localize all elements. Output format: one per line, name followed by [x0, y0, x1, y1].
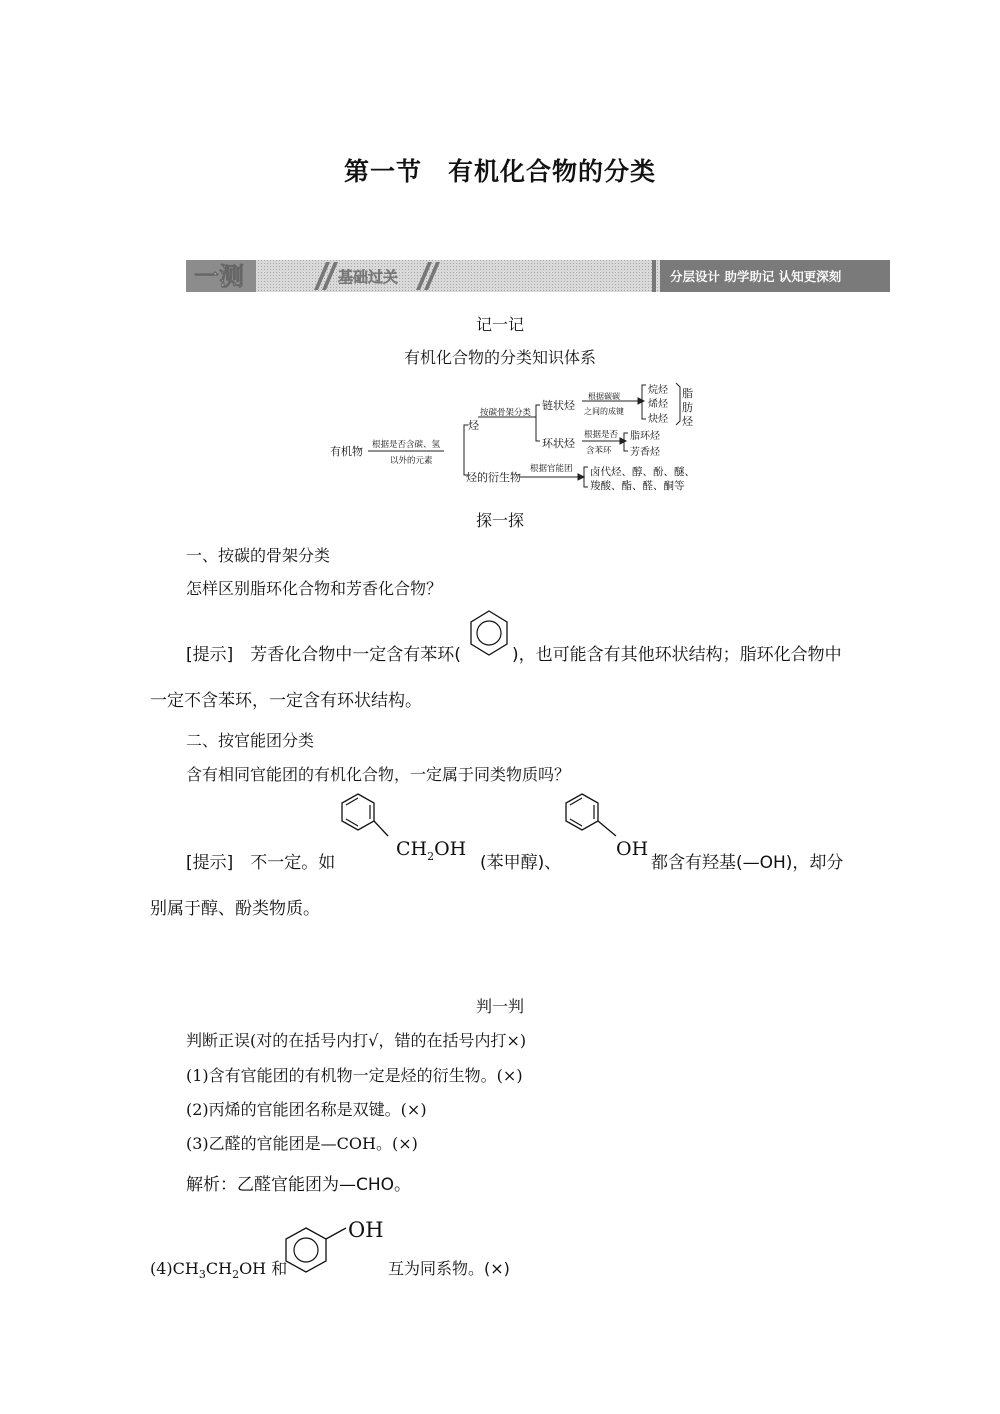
diagram-edge-hydrocarbon: 按碳骨架分类 [480, 408, 532, 418]
q1-hint-part1: [提示] 芳香化合物中一定含有苯环( [186, 645, 461, 665]
q1-question: 怎样区别脂环化合物和芳香化合物？ [186, 579, 443, 598]
page-title: 第一节 有机化合物的分类 [343, 157, 656, 186]
diagram-alkene: 烯烃 [648, 399, 668, 410]
diagram-edge-chain-top: 根据碳碳 [588, 392, 620, 401]
judge-item-4-formula [150, 1256, 287, 1281]
judge-instruction: 判断正误(对的在括号内打√，错的在括号内打×) [186, 1031, 527, 1050]
benzene-ring-icon [466, 608, 512, 658]
banner-label-big: 一测 [194, 262, 245, 291]
section-header-judge: 判一判 [475, 997, 524, 1016]
section-header-explore: 探一探 [475, 511, 524, 530]
diagram-derivative: 烃的衍生物 [466, 471, 521, 484]
q1-heading: 一、按碳的骨架分类 [186, 546, 331, 565]
diagram-edge-derivative: 根据官能团 [530, 464, 573, 474]
diagram-edge-ring-top: 根据是否 [584, 430, 619, 440]
item4-mid: CH [205, 1259, 233, 1278]
item4-prefix: (4)CH [150, 1259, 199, 1278]
q2-hint-part1: [提示] 不一定。如 [186, 853, 336, 873]
diagram-hydrocarbon: 烃 [468, 419, 479, 432]
diagram-root: 有机物 [330, 445, 363, 458]
diagram-edge-chain-bottom: 之间的成键 [584, 407, 624, 416]
diagram-edge-ring-bottom: 含苯环 [586, 446, 612, 456]
section-banner [186, 260, 890, 292]
q2-hint-part2: (苯甲醇)、 [480, 853, 562, 873]
q1-hint-part2: )，也可能含有其他环状结构；脂环化合物中 [512, 645, 842, 665]
benzyl-alcohol-ring-icon [336, 790, 396, 850]
judge-item-1: (1)含有官能团的有机物一定是烃的衍生物。(×) [186, 1066, 523, 1085]
diagram-edge-root-top: 根据是否含碳、氢 [372, 440, 441, 450]
diagram-ring: 环状烃 [542, 437, 575, 450]
diagram-derivative-line2: 羧酸、酯、醛、酮等 [590, 480, 685, 492]
ch2oh-subscript: 2 [427, 849, 435, 863]
diagram-aromatic: 芳香烃 [630, 447, 660, 458]
q2-heading: 二、按官能团分类 [186, 731, 315, 750]
item4-phenol-oh: OH [348, 1218, 384, 1242]
diagram-alicyclic: 脂环烃 [630, 431, 660, 442]
diagram-chain: 链状烃 [542, 399, 575, 412]
q2-hint-part4: 别属于醇、酚类物质。 [150, 899, 320, 919]
diagram-aliphatic-3: 烃 [682, 415, 693, 428]
diagram-aliphatic-2: 肪 [682, 401, 693, 414]
diagram-alkane: 烷烃 [648, 385, 668, 396]
diagram-aliphatic-1: 脂 [682, 387, 693, 400]
banner-label-right: 分层设计 助学助记 认知更深刻 [670, 269, 842, 284]
phenol-oh: OH [616, 838, 649, 860]
q2-hint-part3: 都含有羟基(—OH)，却分 [651, 853, 844, 873]
q1-hint-part3: 一定不含苯环，一定含有环状结构。 [150, 691, 422, 711]
q2-question: 含有相同官能团的有机化合物，一定属于同类物质吗？ [186, 765, 571, 784]
item4-sub1: 3 [198, 1268, 206, 1282]
diagram-edge-root-bottom: 以外的元素 [390, 456, 433, 466]
banner-label-mid: 基础过关 [338, 268, 399, 286]
judge-item-4-tail: 互为同系物。(×) [388, 1259, 510, 1278]
diagram-derivative-line1: 卤代烃、醇、酚、醚、 [590, 466, 695, 478]
section-header-remember: 记一记 [475, 315, 524, 334]
item4-suffix: OH 和 [239, 1259, 288, 1278]
judge-analysis: 解析：乙醛官能团为—CHO。 [186, 1175, 412, 1195]
benzyl-alcohol-formula [396, 838, 466, 863]
diagram-title: 有机化合物的分类知识体系 [403, 348, 596, 367]
diagram-alkyne: 炔烃 [648, 414, 668, 425]
judge-item-3: (3)乙醛的官能团是—COH。(×) [186, 1134, 418, 1153]
item4-sub2: 2 [232, 1268, 240, 1282]
phenol-ring-icon [560, 790, 620, 850]
ch2oh-prefix: CH [396, 838, 428, 860]
classification-diagram [320, 375, 720, 495]
judge-item-2: (2)丙烯的官能团名称是双键。(×) [186, 1100, 427, 1119]
ch2oh-suffix: OH [434, 838, 467, 860]
